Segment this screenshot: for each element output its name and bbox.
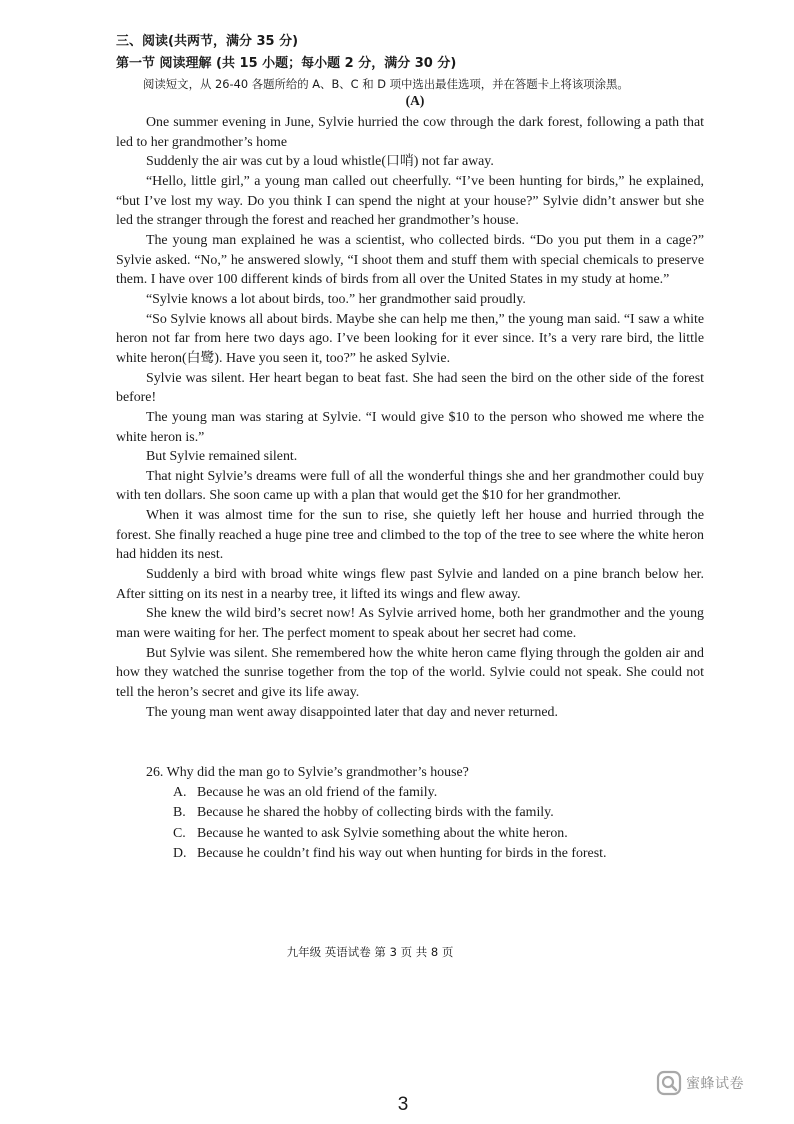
passage-paragraph: When it was almost time for the sun to rise, she quietly left her house and hurried through the forest. She finally reached a huge pine tree and climbed to the top of the tree to see where the white heron had hidden its nest.: [116, 508, 704, 563]
section-title: 第一节 阅读理解 (共 15 小题；每小题 2 分，满分 30 分): [116, 56, 457, 71]
passage-paragraph: Sylvie was silent. Her heart began to beat fast. She had seen the bird on the other side of the forest before!: [116, 370, 704, 406]
search-magnifier-icon: [656, 1070, 682, 1096]
passage-paragraph: “So Sylvie knows all about birds. Maybe she can help me then,” the young man said. “I saw a white heron not far from here two days ago. I’ve been looking for it ever since. It’s a very rare bird, the little white heron(白鹭). Have you seen it, too?” he asked Sylvie.: [116, 311, 704, 366]
option-c: [146, 824, 706, 844]
option-letter: C.: [173, 825, 186, 841]
question-26: [146, 763, 706, 864]
passage-paragraph: The young man went away disappointed later that day and never returned.: [146, 704, 558, 720]
option-text: Because he was an old friend of the family.: [197, 785, 438, 801]
option-text: Because he couldn’t find his way out when hunting for birds in the forest.: [197, 845, 607, 861]
passage-paragraph: Suddenly a bird with broad white wings flew past Sylvie and landed on a pine branch below her. After sitting on its nest in a nearby tree, it lifted its wings and flew away.: [116, 567, 704, 602]
passage-paragraph: But Sylvie remained silent.: [146, 449, 298, 465]
option-text: Because he wanted to ask Sylvie something about the white heron.: [197, 825, 568, 841]
passage-paragraph: “Sylvie knows a lot about birds, too.” her grandmother said proudly.: [146, 291, 526, 307]
question-text: Why did the man go to Sylvie’s grandmother’s house?: [166, 765, 469, 780]
passage-paragraph: One summer evening in June, Sylvie hurried the cow through the dark forest, following a path that led to her grandmother’s home: [116, 115, 704, 150]
passage-paragraph: That night Sylvie’s dreams were full of all the wonderful things she and her grandmother could buy with ten dollars. She soon came up with a plan that would get the $10 for her grandmother.: [116, 468, 704, 504]
question-stem: [146, 763, 706, 783]
option-letter: D.: [173, 845, 187, 861]
option-b: [146, 803, 706, 823]
passage-label: (A): [405, 93, 425, 108]
option-d: [146, 844, 706, 864]
instruction-text: 阅读短文，从 26-40 各题所给的 A、B、C 和 D 项中选出最佳选项，并在答题卡上将该项涂黑。: [143, 77, 629, 91]
option-letter: B.: [173, 805, 186, 821]
option-text: Because he shared the hobby of collecting birds with the family.: [197, 805, 554, 821]
page-number: 3: [397, 1094, 409, 1115]
page-footer: 九年级 英语试卷 第 3 页 共 8 页: [286, 945, 454, 959]
passage-paragraph: The young man explained he was a scientist, who collected birds. “Do you put them in a cage?” Sylvie asked. “No,” he answered slowly, “I shoot them and stuff them with special chemicals to preserve them. I have over 100 different kinds of birds from all over the United States in my study at home.”: [116, 232, 704, 288]
part-title: 三、阅读(共两节，满分 35 分): [116, 34, 299, 49]
option-a: [146, 783, 706, 803]
reading-passage: [116, 113, 704, 722]
passage-paragraph: Suddenly the air was cut by a loud whistle(口哨) not far away.: [146, 154, 494, 170]
watermark-text: 蜜蜂试卷: [686, 1076, 744, 1092]
passage-paragraph: She knew the wild bird’s secret now! As Sylvie arrived home, both her grandmother and the young man were waiting for her. The perfect moment to speak about her secret had come.: [116, 606, 704, 642]
passage-paragraph: The young man was staring at Sylvie. “I would give $10 to the person who showed me where the white heron is.”: [116, 409, 704, 445]
option-letter: A.: [173, 785, 187, 801]
watermark: [656, 1070, 744, 1096]
passage-paragraph: “Hello, little girl,” a young man called out cheerfully. “I’ve been hunting for birds,” he explained, “but I’ve lost my way. Do you think I can spend the night at your house?” Sylvie didn’t answer but she led the stranger through the forest and reached her grandmother’s house.: [116, 173, 704, 229]
question-number: 26.: [146, 765, 164, 780]
passage-paragraph: But Sylvie was silent. She remembered how the white heron came flying through the golden air and how they watched the sunrise together from the top of the world. Sylvie could not speak. She could not tell the heron’s secret and give its life away.: [116, 645, 704, 701]
